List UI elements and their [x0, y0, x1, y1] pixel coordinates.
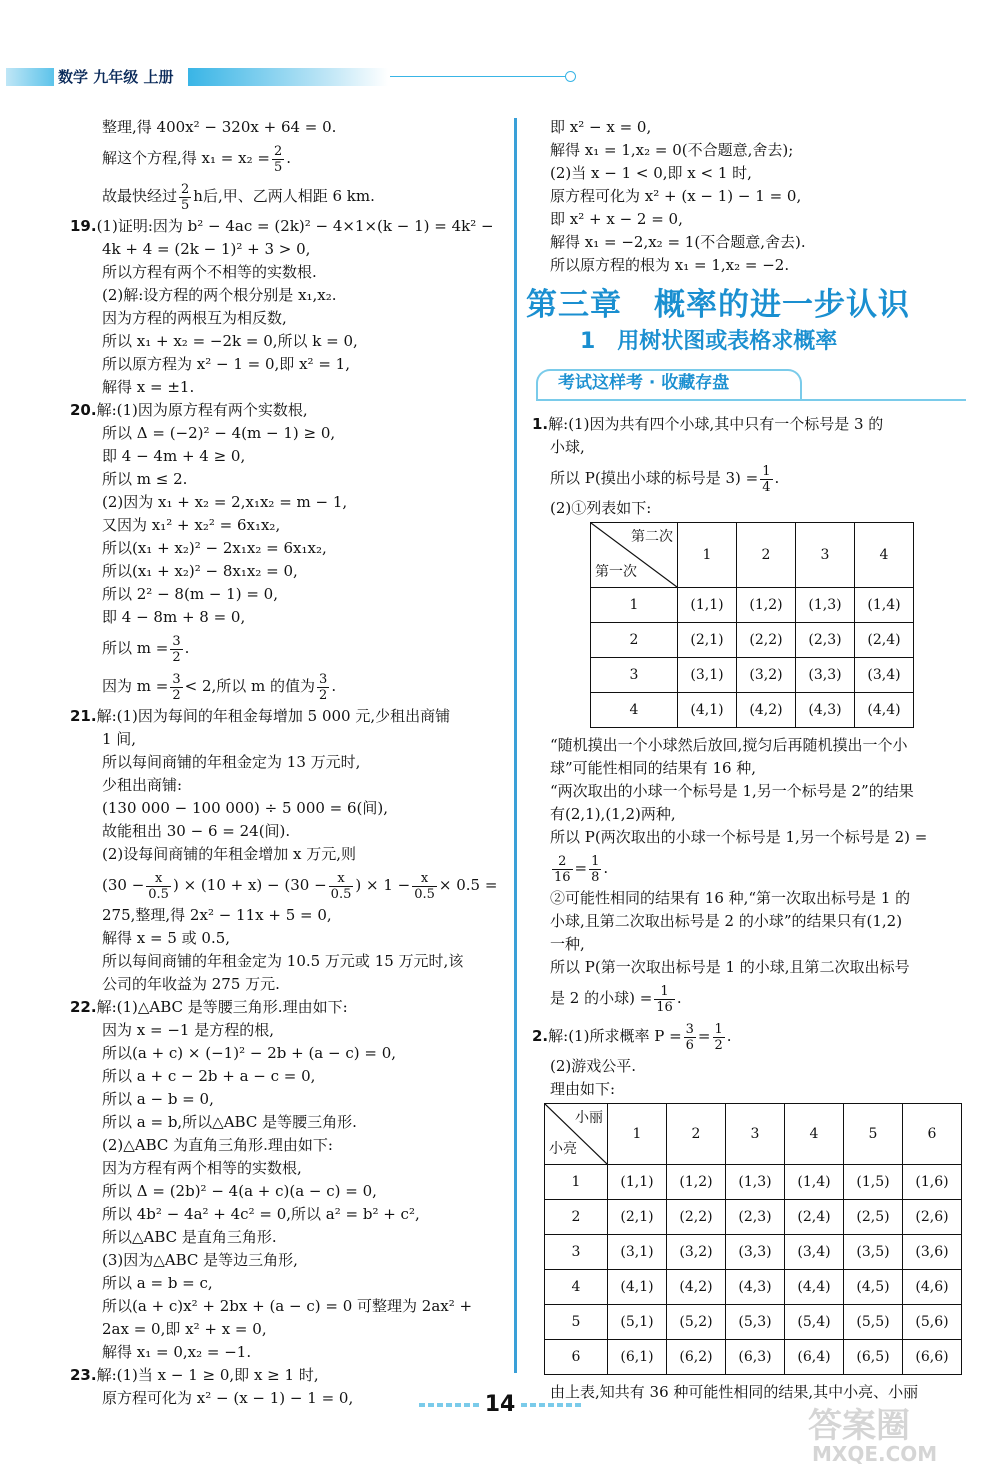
fraction: $\frac{x}{0.5}$ [330, 870, 352, 902]
table-row [591, 588, 914, 623]
table-row [591, 623, 914, 658]
table-cell: (4,5) [844, 1270, 903, 1305]
text-line: 所以 P(摸出小球的标号是 3) = $\frac{1}{4}$ . [550, 463, 780, 495]
fraction: $\frac{1}{4}$ [762, 463, 771, 495]
table-cell: (3,2) [667, 1235, 726, 1270]
table-cell: 1 [591, 588, 678, 623]
text-line: 所以 Δ = (2b)² − 4(a + c)(a − c) = 0, [102, 1182, 377, 1200]
text-line: 所以原方程的根为 x₁ = 1,x₂ = −2. [550, 256, 790, 274]
table-header-cell: 1 [608, 1104, 667, 1165]
table-cell: (6,6) [903, 1340, 962, 1375]
table-cell: (4,1) [678, 693, 737, 728]
header-dot-icon [565, 71, 576, 82]
question-23: 23.解:(1)当 x − 1 ≥ 0,即 x ≥ 1 时, [70, 1366, 319, 1384]
text-line: 1 间, [102, 730, 137, 748]
text-line: $\frac{2}{16}$ = $\frac{1}{8}$ . [554, 853, 609, 885]
table-cell: (1,2) [667, 1165, 726, 1200]
text-line: 即 x² + x − 2 = 0, [550, 210, 683, 228]
table-cell: (5,4) [785, 1305, 844, 1340]
text-line: (2)①列表如下: [550, 499, 652, 517]
text-line: 所以(x₁ + x₂)² − 2x₁x₂ = 6x₁x₂, [102, 539, 327, 557]
header-rule [390, 76, 570, 77]
text-line: 因为 x = −1 是方程的根, [102, 1021, 274, 1039]
table-cell: (2,4) [855, 623, 914, 658]
text-line: 所以 a = b = c, [102, 1274, 213, 1292]
text-line: “随机摸出一个小球然后放回,搅匀后再随机摸出一个小 [550, 736, 908, 754]
table-cell: (1,5) [844, 1165, 903, 1200]
text-line: 2ax = 0,即 x² + x = 0, [102, 1320, 267, 1338]
text-line: 所以△ABC 是直角三角形. [102, 1228, 277, 1246]
header-bar-left [6, 68, 54, 86]
text-line: 解得 x₁ = −2,x₂ = 1(不合题意,舍去). [550, 233, 806, 251]
text-line: 解得 x₁ = 1,x₂ = 0(不合题意,舍去); [550, 141, 794, 159]
text-line: 即 4 − 8m + 8 = 0, [102, 608, 246, 626]
table-cell: (5,5) [844, 1305, 903, 1340]
table-header-cell: 5 [844, 1104, 903, 1165]
text-line: 整理,得 400x² − 320x + 64 = 0. [102, 118, 337, 136]
svg-text:MXQE.COM: MXQE.COM [812, 1442, 938, 1466]
fraction: $\frac{2}{16}$ [554, 853, 571, 885]
table-cell: (3,3) [796, 658, 855, 693]
table-cell: (5,1) [608, 1305, 667, 1340]
table-cell: 4 [591, 693, 678, 728]
text-line: 所以 P(第一次取出标号是 1 的小球,且第二次取出标号 [550, 958, 910, 976]
table-header-cell: 2 [667, 1104, 726, 1165]
fraction: $\frac{1}{2}$ [714, 1021, 723, 1053]
page-number-decoration [521, 1403, 581, 1407]
fraction: $\frac{3}{2}$ [319, 671, 328, 703]
text-line: (2)△ABC 为直角三角形.理由如下: [102, 1136, 333, 1154]
equation-line: (30 − $\frac{x}{0.5}$ ) × (10 + x) − (30 − $\frac{x}{0.5}$ ) × 1 − $\frac{x}{0.5}$ × 0.5 = [102, 870, 498, 902]
table-header-cell: 4 [855, 523, 914, 588]
table-cell: (4,6) [903, 1270, 962, 1305]
text-line: 小球,且第二次取出标号是 2 的小球”的结果只有(1,2) [550, 912, 903, 930]
table-corner-cell [591, 523, 678, 588]
table-cell: (4,4) [855, 693, 914, 728]
table-cell: (1,4) [785, 1165, 844, 1200]
table-cell: (6,2) [667, 1340, 726, 1375]
table-row [591, 658, 914, 693]
fraction: $\frac{x}{0.5}$ [148, 870, 169, 902]
text-line: 因为方程有两个相等的实数根, [102, 1159, 302, 1177]
table-row [545, 1165, 962, 1200]
text-line: 所以 a − b = 0, [102, 1090, 214, 1108]
text-line: 所以每间商铺的年租金定为 10.5 万元或 15 万元时,该 [102, 952, 464, 970]
text-line: 所以 m ≤ 2. [102, 470, 188, 488]
book-title: 数学 九年级 上册 [58, 68, 174, 86]
text-line: 即 4 − 4m + 4 ≥ 0, [102, 447, 246, 465]
table-cell: (4,1) [608, 1270, 667, 1305]
table-cell: (2,6) [903, 1200, 962, 1235]
text-line: (2)当 x − 1 < 0,即 x < 1 时, [550, 164, 752, 182]
table-cell: (4,3) [726, 1270, 785, 1305]
watermark-logo [798, 1397, 978, 1467]
table-cell: (2,1) [608, 1200, 667, 1235]
fraction: $\frac{1}{8}$ [591, 853, 600, 885]
text-line: 所以 4b² − 4a² + 4c² = 0,所以 a² = b² + c², [102, 1205, 420, 1223]
table-cell: 1 [545, 1165, 608, 1200]
table-cell: (4,4) [785, 1270, 844, 1305]
text-line: 小球, [550, 438, 585, 456]
fraction: $\frac{x}{0.5}$ [414, 870, 435, 902]
table-cell: (2,2) [737, 623, 796, 658]
text-line: “两次取出的小球一个标号是 1,另一个标号是 2”的结果 [550, 782, 914, 800]
text-line: 球”可能性相同的结果有 16 种, [550, 759, 757, 777]
table-row [545, 1235, 962, 1270]
table-header-cell: 3 [726, 1104, 785, 1165]
text-line: 故能租出 30 − 6 = 24(间). [102, 822, 291, 840]
page-header [0, 62, 590, 90]
text-line: 所以 P(两次取出的小球一个标号是 1,另一个标号是 2) = [550, 828, 928, 846]
table-cell: (1,6) [903, 1165, 962, 1200]
table-cell: (1,1) [608, 1165, 667, 1200]
table-row [545, 1340, 962, 1375]
text-line: (130 000 − 100 000) ÷ 5 000 = 6(间), [102, 799, 389, 817]
table-header-row [591, 523, 914, 588]
text-line: 所以(a + c)x² + 2bx + (a − c) = 0 可整理为 2ax² + [102, 1297, 473, 1315]
banner-underline [536, 399, 966, 401]
fraction: $\frac{3}{2}$ [172, 671, 181, 703]
fraction: $\frac{2}{5}$ [181, 181, 190, 213]
text-line: 有(2,1),(1,2)两种, [550, 805, 676, 823]
text-line: 一种, [550, 935, 585, 953]
column-heading: 小丽 [575, 1110, 603, 1126]
text-line: (2)因为 x₁ + x₂ = 2,x₁x₂ = m − 1, [102, 493, 348, 511]
text-line: 所以 a + c − 2b + a − c = 0, [102, 1067, 316, 1085]
text-line: 解得 x = ±1. [102, 378, 195, 396]
text-line: 又因为 x₁² + x₂² = 6x₁x₂, [102, 516, 281, 534]
svg-text:答案圈: 答案圈 [808, 1406, 910, 1446]
text-line: 275,整理,得 2x² − 11x + 5 = 0, [102, 906, 332, 924]
fraction: $\frac{1}{16}$ [656, 983, 673, 1015]
text-line: 所以 2² − 8(m − 1) = 0, [102, 585, 278, 603]
row-heading: 小亮 [549, 1141, 577, 1157]
table-cell: (5,6) [903, 1305, 962, 1340]
table-cell: (4,3) [796, 693, 855, 728]
table-header-cell: 4 [785, 1104, 844, 1165]
table-row [591, 693, 914, 728]
table-cell: 4 [545, 1270, 608, 1305]
text-line: 原方程可化为 x² + (x − 1) − 1 = 0, [550, 187, 802, 205]
table-row [545, 1200, 962, 1235]
table-cell: 3 [545, 1235, 608, 1270]
text-line: 理由如下: [550, 1080, 616, 1098]
text-line: 所以 x₁ + x₂ = −2k = 0,所以 k = 0, [102, 332, 358, 350]
text-line: 所以 Δ = (−2)² − 4(m − 1) ≥ 0, [102, 424, 336, 442]
question-22: 22.解:(1)△ABC 是等腰三角形.理由如下: [70, 998, 348, 1016]
chapter-title: 第三章 概率的进一步认识 [526, 287, 910, 323]
column-heading: 第二次 [631, 529, 673, 545]
text-line: ②可能性相同的结果有 16 种,“第一次取出标号是 1 的 [550, 889, 911, 907]
text-line: (2)游戏公平. [550, 1057, 637, 1075]
text-line: (2)设每间商铺的年租金增加 x 万元,则 [102, 845, 357, 863]
table-cell: (6,3) [726, 1340, 785, 1375]
text-line: 因为 m = $\frac{3}{2}$ < 2,所以 m 的值为 $\frac{3}{2}$ . [102, 671, 337, 703]
row-heading: 第一次 [595, 564, 637, 580]
table-cell: 5 [545, 1305, 608, 1340]
table-header-cell: 3 [796, 523, 855, 588]
outcome-table-4x4 [590, 522, 914, 728]
fraction: $\frac{3}{2}$ [172, 633, 181, 665]
table-cell: (3,5) [844, 1235, 903, 1270]
question-1: 1.解:(1)因为共有四个小球,其中只有一个标号是 3 的 [532, 415, 884, 433]
text-line: 少租出商铺: [102, 776, 183, 794]
table-corner-cell [545, 1104, 608, 1165]
page-number: 14 [0, 1392, 1000, 1417]
table-row [545, 1270, 962, 1305]
section-banner [536, 369, 962, 403]
fraction: $\frac{3}{6}$ [685, 1021, 694, 1053]
table-cell: 6 [545, 1340, 608, 1375]
section-title: 1 用树状图或表格求概率 [580, 329, 838, 354]
text-line: 是 2 的小球) = $\frac{1}{16}$ . [550, 983, 682, 1015]
table-cell: 2 [591, 623, 678, 658]
text-line: 公司的年收益为 275 万元. [102, 975, 280, 993]
text-line: 解得 x₁ = 0,x₂ = −1. [102, 1343, 252, 1361]
table-cell: (5,2) [667, 1305, 726, 1340]
column-divider [514, 118, 517, 1373]
table-cell: (6,5) [844, 1340, 903, 1375]
table-cell: (3,4) [785, 1235, 844, 1270]
table-header-cell: 6 [903, 1104, 962, 1165]
table-cell: (3,3) [726, 1235, 785, 1270]
table-cell: 3 [591, 658, 678, 693]
outcome-table-6x6 [544, 1103, 962, 1375]
table-header-cell: 2 [737, 523, 796, 588]
table-cell: (3,4) [855, 658, 914, 693]
text-line: 即 x² − x = 0, [550, 118, 652, 136]
page-number-decoration [419, 1403, 479, 1407]
text-line: (3)因为△ABC 是等边三角形, [102, 1251, 298, 1269]
table-cell: (4,2) [737, 693, 796, 728]
text-line: 所以 m = $\frac{3}{2}$ . [102, 633, 190, 665]
question-20: 20.解:(1)因为原方程有两个实数根, [70, 401, 308, 419]
table-header-row [545, 1104, 962, 1165]
table-cell: (3,2) [737, 658, 796, 693]
text-line: 所以(x₁ + x₂)² − 8x₁x₂ = 0, [102, 562, 298, 580]
table-cell: (1,1) [678, 588, 737, 623]
text-line: 所以方程有两个不相等的实数根. [102, 263, 317, 281]
text-line: 解得 x = 5 或 0.5, [102, 929, 231, 947]
table-cell: (2,1) [678, 623, 737, 658]
text-line: 原方程可化为 x² − (x − 1) − 1 = 0, [102, 1389, 354, 1407]
table-cell: (4,2) [667, 1270, 726, 1305]
header-bar-right [188, 68, 388, 86]
left-column [70, 116, 506, 1410]
table-cell: (3,6) [903, 1235, 962, 1270]
fraction: $\frac{2}{5}$ [273, 143, 283, 175]
question-19: 19.(1)证明:因为 b² − 4ac = (2k)² − 4×1×(k − 1) = 4k² − [70, 217, 494, 235]
table-cell: (2,2) [667, 1200, 726, 1235]
table-cell: (2,4) [785, 1200, 844, 1235]
text-line: 由上表,知共有 36 种可能性相同的结果,其中小亮、小丽 [550, 1383, 919, 1401]
right-column [526, 116, 962, 1404]
table-cell: (6,1) [608, 1340, 667, 1375]
question-21: 21.解:(1)因为每间的年租金每增加 5 000 元,少租出商铺 [70, 707, 451, 725]
table-cell: (2,5) [844, 1200, 903, 1235]
table-cell: (5,3) [726, 1305, 785, 1340]
table-cell: (2,3) [726, 1200, 785, 1235]
table-cell: (6,4) [785, 1340, 844, 1375]
text-line: 解这个方程,得 x₁ = x₂ = $\frac{2}{5}$ . [102, 143, 291, 175]
table-cell: (1,3) [796, 588, 855, 623]
table-cell: 2 [545, 1200, 608, 1235]
table-cell: (1,2) [737, 588, 796, 623]
text-line: 所以 a = b,所以△ABC 是等腰三角形. [102, 1113, 357, 1131]
table-cell: (1,3) [726, 1165, 785, 1200]
text-line: (2)解:设方程的两个根分别是 x₁,x₂. [102, 286, 337, 304]
text-line: 故最快经过 $\frac{2}{5}$ h后,甲、乙两人相距 6 km. [102, 181, 375, 213]
table-cell: (1,4) [855, 588, 914, 623]
table-cell: (3,1) [608, 1235, 667, 1270]
text-line: 所以(a + c) × (−1)² − 2b + (a − c) = 0, [102, 1044, 397, 1062]
table-row [545, 1305, 962, 1340]
text-line: 所以每间商铺的年租金定为 13 万元时, [102, 753, 361, 771]
table-cell: (3,1) [678, 658, 737, 693]
table-cell: (2,3) [796, 623, 855, 658]
table-header-cell: 1 [678, 523, 737, 588]
text-line: 所以原方程为 x² − 1 = 0,即 x² = 1, [102, 355, 350, 373]
text-line: 4k + 4 = (2k − 1)² + 3 > 0, [102, 240, 311, 258]
question-2: 2.解:(1)所求概率 P = $\frac{3}{6}$ = $\frac{1}{2}$ . [532, 1021, 732, 1053]
banner-label: 考试这样考 · 收藏存盘 [558, 373, 730, 393]
text-line: 因为方程的两根互为相反数, [102, 309, 287, 327]
